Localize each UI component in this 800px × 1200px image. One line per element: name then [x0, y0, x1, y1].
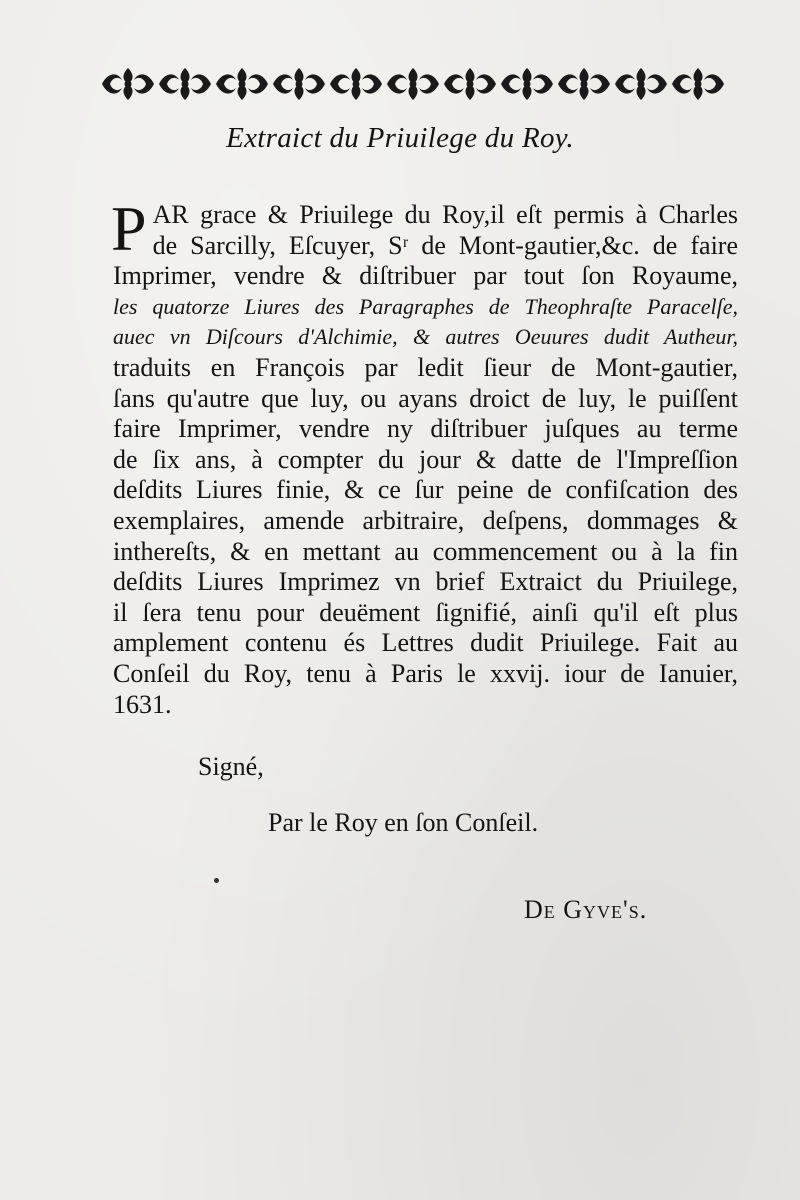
text-line: deſdits Liures finie, & ce ſur peine de confiſcation des: [113, 475, 738, 505]
fleuron-ornament: [330, 68, 382, 100]
ornamental-headband: [100, 62, 725, 106]
text-line: amplement contenu és Lettres dudit Priuilege. Fait au: [113, 628, 738, 658]
text-line: Conſeil du Roy, tenu à Paris le xxvij. iour de Ianuier,: [113, 658, 738, 688]
text-line: intherеſts, & en mettant au commencement ou à la fin: [113, 536, 738, 566]
text-line: auec vn Diſcours d'Alchimie, & autres Oeuures dudit Autheur,: [113, 324, 738, 350]
text-line: ſans qu'autre que luy, ou ayans droict de luy, le puiſſent: [113, 383, 738, 413]
fleuron-ornament: [102, 68, 154, 100]
fleuron-ornament: [216, 68, 268, 100]
page-title: Extraict du Priuilege du Roy.: [226, 122, 574, 154]
text-line: de ſix ans, à compter du jour & datte de l'Impreſſion: [113, 444, 738, 474]
text-line: 1631.: [113, 689, 172, 719]
fleuron-ornament: [273, 68, 325, 100]
drop-cap: P: [111, 193, 147, 264]
fleuron-ornament: [159, 68, 211, 100]
text-line: deſdits Liures Imprimez vn brief Extraict du Priuilege,: [113, 567, 738, 597]
par-le-roy-line: Par le Roy en ſon Conſeil.: [268, 808, 539, 837]
fleuron-ornament: [558, 68, 610, 100]
text-line: AR grace & Priuilege du Roy,il eſt permis à Charles: [152, 200, 738, 229]
fleuron-ornament: [501, 68, 553, 100]
fleuron-ornament: [444, 68, 496, 100]
fleuron-ornament: [387, 68, 439, 100]
fleuron-ornament: [672, 68, 724, 100]
text-line: de Sarcilly, Eſcuyer, Sʳ de Mont-gautier,&c. de faire: [152, 230, 738, 260]
text-line: traduits en François par ledit ſieur de Mont-gautier,: [113, 352, 738, 382]
signature: De Gyve's.: [524, 895, 648, 924]
text-line: il ſera tenu pour deuëment ſignifié, ainſi qu'il eſt plus: [113, 597, 738, 627]
text-line: exemplaires, amende arbitraire, deſpens, dommages &: [113, 505, 738, 535]
text-line: Imprimer, vendre & diſtribuer par tout ſon Royaume,: [113, 261, 738, 291]
text-line: les quatorze Liures des Paragraphes de Theophraſte Paracelſe,: [113, 293, 738, 319]
fleuron-ornament: [615, 68, 667, 100]
privilege-text: [111, 193, 738, 720]
signe-label: Signé,: [198, 752, 264, 781]
ink-speck: [214, 878, 219, 883]
text-line: faire Imprimer, vendre ny diſtribuer juſques au terme: [113, 414, 738, 444]
